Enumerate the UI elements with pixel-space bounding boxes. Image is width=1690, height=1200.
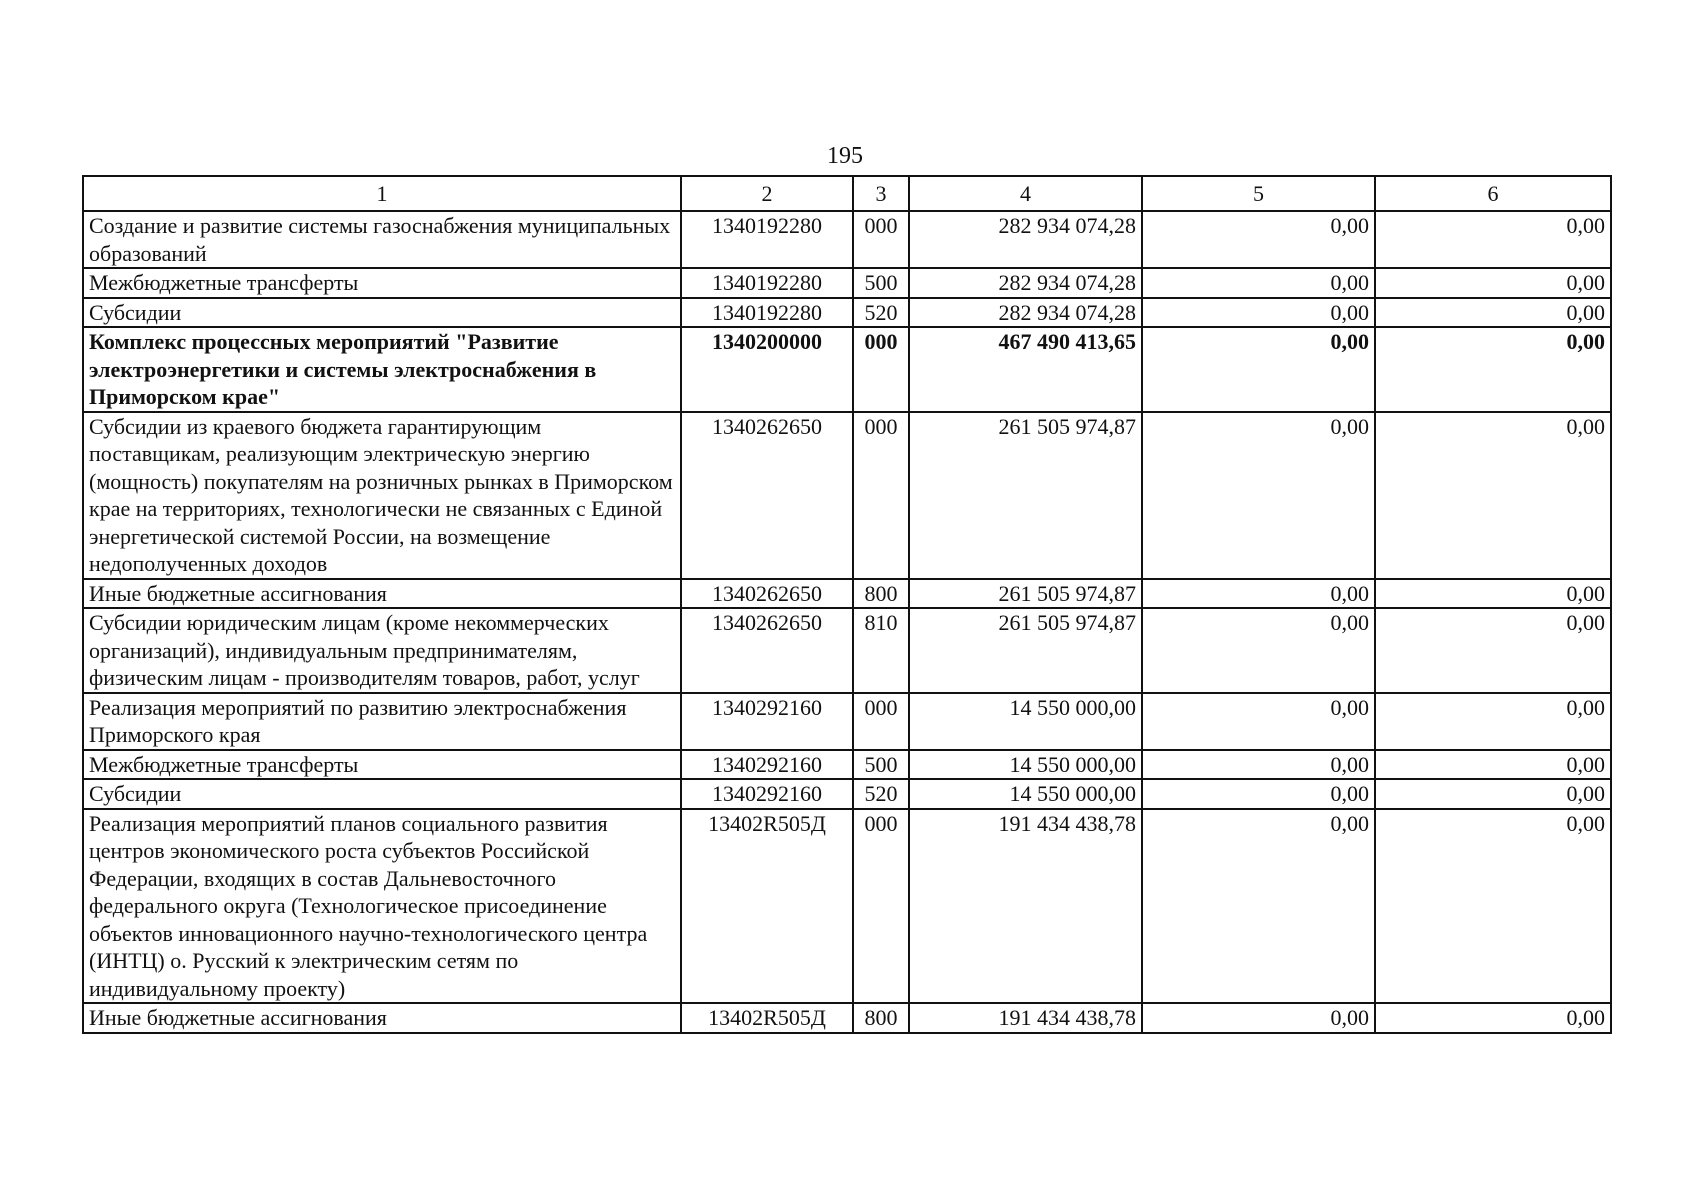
row-amount-col5-cell: 0,00 bbox=[1142, 298, 1375, 328]
row-vr-code-cell: 000 bbox=[853, 412, 909, 579]
table-body bbox=[83, 211, 1611, 1033]
row-name-cell: Реализация мероприятий планов социального развития центров экономического роста субъектов Российской Федерации, входящих в состав Дальневосточного федерального округа (Технологическое присоединение объектов инновационного научно-технологического центра (ИНТЦ) о. Русский к электрическим сетям по индивидуальному проекту) bbox=[83, 809, 681, 1004]
row-name-cell: Субсидии bbox=[83, 298, 681, 328]
table-row bbox=[83, 327, 1611, 412]
row-csr-code-cell: 13402R505Д bbox=[681, 1003, 853, 1033]
header-row bbox=[83, 176, 1611, 211]
header-col-4: 4 bbox=[909, 176, 1142, 211]
row-csr-code-cell: 1340292160 bbox=[681, 693, 853, 750]
row-amount-col5-cell: 0,00 bbox=[1142, 779, 1375, 809]
row-csr-code-cell: 1340200000 bbox=[681, 327, 853, 412]
row-vr-code-cell: 520 bbox=[853, 298, 909, 328]
row-amount-col5-cell: 0,00 bbox=[1142, 211, 1375, 268]
table-header bbox=[83, 176, 1611, 211]
header-col-6: 6 bbox=[1375, 176, 1611, 211]
table-row bbox=[83, 608, 1611, 693]
header-col-5: 5 bbox=[1142, 176, 1375, 211]
header-col-2: 2 bbox=[681, 176, 853, 211]
row-amount-col4-cell: 191 434 438,78 bbox=[909, 1003, 1142, 1033]
table-row bbox=[83, 211, 1611, 268]
row-amount-col5-cell: 0,00 bbox=[1142, 1003, 1375, 1033]
table-row bbox=[83, 1003, 1611, 1033]
row-csr-code-cell: 1340292160 bbox=[681, 750, 853, 780]
row-amount-col5-cell: 0,00 bbox=[1142, 750, 1375, 780]
row-amount-col5-cell: 0,00 bbox=[1142, 693, 1375, 750]
row-amount-col4-cell: 261 505 974,87 bbox=[909, 579, 1142, 609]
row-vr-code-cell: 810 bbox=[853, 608, 909, 693]
row-csr-code-cell: 1340192280 bbox=[681, 268, 853, 298]
row-amount-col5-cell: 0,00 bbox=[1142, 608, 1375, 693]
row-name-cell: Межбюджетные трансферты bbox=[83, 750, 681, 780]
row-vr-code-cell: 800 bbox=[853, 1003, 909, 1033]
row-amount-col4-cell: 282 934 074,28 bbox=[909, 298, 1142, 328]
page-number: 195 bbox=[827, 143, 863, 169]
row-amount-col5-cell: 0,00 bbox=[1142, 327, 1375, 412]
row-vr-code-cell: 000 bbox=[853, 211, 909, 268]
row-name-cell: Межбюджетные трансферты bbox=[83, 268, 681, 298]
row-csr-code-cell: 1340192280 bbox=[681, 298, 853, 328]
row-amount-col6-cell: 0,00 bbox=[1375, 327, 1611, 412]
row-amount-col6-cell: 0,00 bbox=[1375, 608, 1611, 693]
row-name-cell: Субсидии юридическим лицам (кроме некоммерческих организаций), индивидуальным предпринимателям, физическим лицам - производителям товаров, работ, услуг bbox=[83, 608, 681, 693]
row-amount-col6-cell: 0,00 bbox=[1375, 693, 1611, 750]
row-amount-col6-cell: 0,00 bbox=[1375, 579, 1611, 609]
table-row bbox=[83, 268, 1611, 298]
row-amount-col6-cell: 0,00 bbox=[1375, 211, 1611, 268]
row-amount-col4-cell: 282 934 074,28 bbox=[909, 268, 1142, 298]
row-name-cell: Реализация мероприятий по развитию электроснабжения Приморского края bbox=[83, 693, 681, 750]
row-name-cell: Иные бюджетные ассигнования bbox=[83, 579, 681, 609]
row-name-cell: Комплекс процессных мероприятий "Развитие электроэнергетики и системы электроснабжения в Приморском крае" bbox=[83, 327, 681, 412]
table-row bbox=[83, 412, 1611, 579]
row-amount-col5-cell: 0,00 bbox=[1142, 268, 1375, 298]
row-vr-code-cell: 500 bbox=[853, 268, 909, 298]
row-amount-col4-cell: 261 505 974,87 bbox=[909, 412, 1142, 579]
row-amount-col6-cell: 0,00 bbox=[1375, 412, 1611, 579]
header-col-1: 1 bbox=[83, 176, 681, 211]
row-amount-col4-cell: 282 934 074,28 bbox=[909, 211, 1142, 268]
row-name-cell: Субсидии bbox=[83, 779, 681, 809]
row-vr-code-cell: 520 bbox=[853, 779, 909, 809]
row-amount-col6-cell: 0,00 bbox=[1375, 298, 1611, 328]
row-vr-code-cell: 800 bbox=[853, 579, 909, 609]
row-amount-col4-cell: 467 490 413,65 bbox=[909, 327, 1142, 412]
table-row bbox=[83, 779, 1611, 809]
row-csr-code-cell: 13402R505Д bbox=[681, 809, 853, 1004]
table-row bbox=[83, 809, 1611, 1004]
row-amount-col4-cell: 261 505 974,87 bbox=[909, 608, 1142, 693]
row-amount-col4-cell: 14 550 000,00 bbox=[909, 779, 1142, 809]
row-amount-col4-cell: 14 550 000,00 bbox=[909, 750, 1142, 780]
row-amount-col4-cell: 14 550 000,00 bbox=[909, 693, 1142, 750]
row-csr-code-cell: 1340262650 bbox=[681, 412, 853, 579]
row-amount-col5-cell: 0,00 bbox=[1142, 579, 1375, 609]
header-col-3: 3 bbox=[853, 176, 909, 211]
table-row bbox=[83, 750, 1611, 780]
row-amount-col6-cell: 0,00 bbox=[1375, 809, 1611, 1004]
row-name-cell: Создание и развитие системы газоснабжения муниципальных образований bbox=[83, 211, 681, 268]
row-amount-col4-cell: 191 434 438,78 bbox=[909, 809, 1142, 1004]
row-vr-code-cell: 000 bbox=[853, 693, 909, 750]
row-vr-code-cell: 000 bbox=[853, 327, 909, 412]
row-csr-code-cell: 1340292160 bbox=[681, 779, 853, 809]
row-amount-col5-cell: 0,00 bbox=[1142, 412, 1375, 579]
table-row bbox=[83, 693, 1611, 750]
table-row bbox=[83, 298, 1611, 328]
budget-table bbox=[82, 175, 1612, 1034]
row-amount-col6-cell: 0,00 bbox=[1375, 268, 1611, 298]
row-amount-col6-cell: 0,00 bbox=[1375, 750, 1611, 780]
row-vr-code-cell: 000 bbox=[853, 809, 909, 1004]
row-amount-col5-cell: 0,00 bbox=[1142, 809, 1375, 1004]
table-row bbox=[83, 579, 1611, 609]
row-name-cell: Иные бюджетные ассигнования bbox=[83, 1003, 681, 1033]
row-csr-code-cell: 1340262650 bbox=[681, 579, 853, 609]
row-csr-code-cell: 1340192280 bbox=[681, 211, 853, 268]
row-amount-col6-cell: 0,00 bbox=[1375, 1003, 1611, 1033]
row-vr-code-cell: 500 bbox=[853, 750, 909, 780]
row-csr-code-cell: 1340262650 bbox=[681, 608, 853, 693]
row-amount-col6-cell: 0,00 bbox=[1375, 779, 1611, 809]
row-name-cell: Субсидии из краевого бюджета гарантирующим поставщикам, реализующим электрическую энергию (мощность) покупателям на розничных рынках в Приморском крае на территориях, технологически не связанных с Единой энергетической системой России, на возмещение недополученных доходов bbox=[83, 412, 681, 579]
